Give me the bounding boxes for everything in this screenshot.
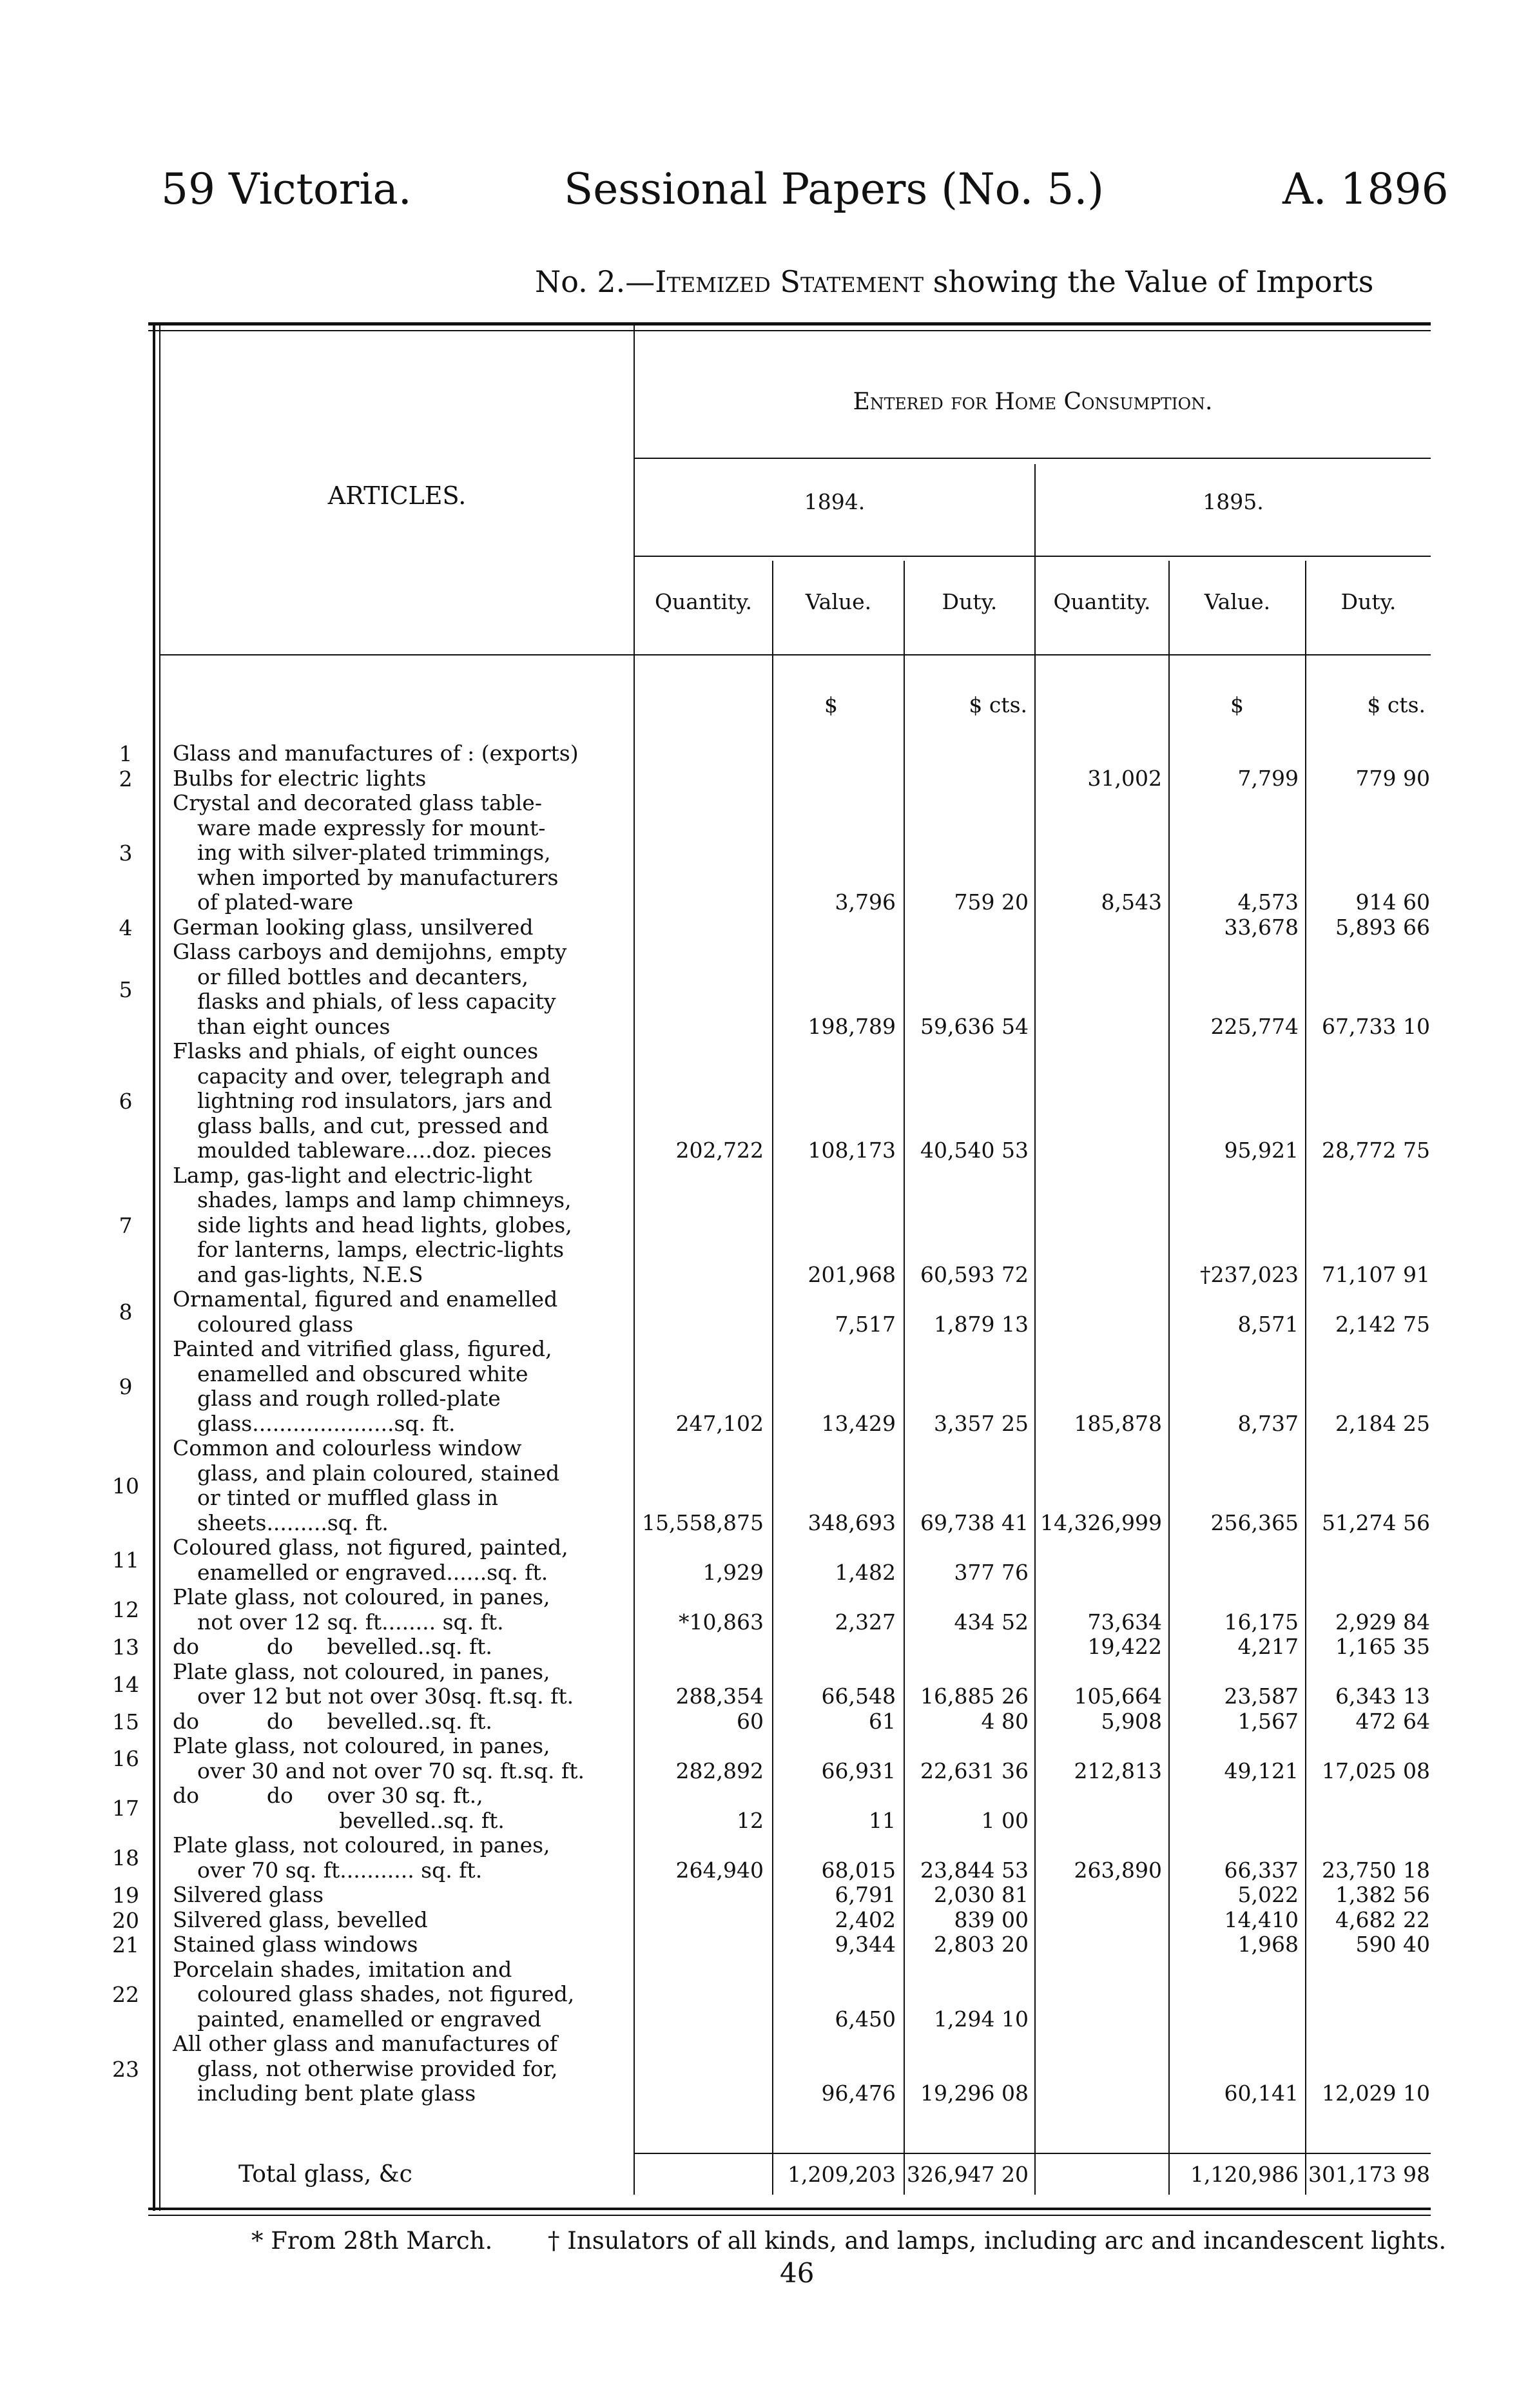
table-cell-q94: 264,940: [675, 1857, 764, 1883]
table-cell-v95: 4,217: [1237, 1634, 1299, 1659]
article-text-line: over 12 but not over 30sq. ft.sq. ft.: [197, 1684, 574, 1709]
table-cell-d95: 1,165 35: [1335, 1634, 1430, 1659]
article-text-line: sheets.........sq. ft.: [197, 1510, 389, 1535]
table-cell-q95: 5,908: [1101, 1708, 1162, 1734]
table-cell-d95: 2,184 25: [1335, 1410, 1430, 1436]
table-cell-q95: 31,002: [1087, 765, 1162, 791]
article-text-line: of plated-ware: [197, 889, 354, 915]
table-cell-v95: 33,678: [1224, 914, 1299, 940]
table-cell-v94: 11: [869, 1807, 896, 1833]
title-small-caps: Itemized Statement: [655, 264, 924, 299]
table-cell-d94: 22,631 36: [920, 1758, 1029, 1783]
article-text-line: Stained glass windows: [173, 1932, 418, 1957]
group-rule: [635, 458, 1431, 459]
table-cell-d95: 914 60: [1355, 889, 1430, 915]
article-text-line: Plate glass, not coloured, in panes,: [173, 1832, 550, 1858]
article-text-line: Glass carboys and demijohns, empty: [173, 939, 567, 964]
group-header: Entered for Home Consumption.: [853, 389, 1213, 415]
table-cell-d94: 16,885 26: [920, 1684, 1029, 1709]
table-cell-q94: 282,892: [675, 1758, 764, 1783]
row-number: 8: [119, 1299, 133, 1325]
article-text-line: do do bevelled..sq. ft.: [173, 1634, 492, 1659]
article-text-line: Porcelain shades, imitation and: [173, 1956, 512, 1982]
table-cell-d94: 839 00: [954, 1907, 1029, 1932]
row-number: 2: [119, 766, 133, 791]
total-v94: 1,209,203: [788, 2162, 896, 2187]
article-text-line: Plate glass, not coloured, in panes,: [173, 1584, 550, 1609]
row-number: 6: [119, 1089, 133, 1114]
table-cell-v94: 6,791: [835, 1882, 896, 1907]
row-number: 19: [112, 1883, 139, 1908]
article-text-line: ware made expressly for mount-: [197, 815, 546, 840]
table-cell-d94: 19,296 08: [920, 2081, 1029, 2106]
table-cell-v95: 7,799: [1237, 765, 1299, 791]
table-cell-d95: 1,382 56: [1335, 1882, 1430, 1907]
article-text-line: over 30 and not over 70 sq. ft.sq. ft.: [197, 1758, 585, 1783]
col-quantity-1895: Quantity.: [1053, 589, 1151, 614]
table-cell-q95: 19,422: [1087, 1634, 1162, 1659]
row-number: 14: [112, 1671, 139, 1697]
total-rule: [635, 2153, 1431, 2154]
article-text-line: coloured glass: [197, 1311, 354, 1337]
row-number: 23: [112, 2056, 139, 2082]
table-cell-d94: 759 20: [954, 889, 1029, 915]
unit-duty-1895: $ cts.: [1367, 692, 1426, 717]
row-number: 10: [112, 1473, 139, 1499]
article-text-line: glass balls, and cut, pressed and: [197, 1112, 549, 1138]
table-cell-v95: 49,121: [1224, 1758, 1299, 1783]
table-title: [535, 264, 1373, 299]
row-number: 1: [119, 741, 133, 766]
table-cell-v95: 95,921: [1224, 1138, 1299, 1163]
table-cell-v95: 60,141: [1224, 2081, 1299, 2106]
table-cell-v95: 8,571: [1237, 1311, 1299, 1337]
article-text-line: Common and colourless window: [173, 1435, 522, 1461]
table-cell-d94: 1 00: [981, 1807, 1029, 1833]
row-number: 18: [112, 1845, 139, 1871]
table-cell-d95: 6,343 13: [1335, 1684, 1430, 1709]
article-text-line: lightning rod insulators, jars and: [197, 1088, 552, 1113]
title-rest: showing the Value of Imports: [924, 264, 1374, 299]
table-cell-q95: 212,813: [1074, 1758, 1162, 1783]
article-text-line: or tinted or muffled glass in: [197, 1485, 498, 1510]
table-cell-v94: 61: [869, 1708, 896, 1734]
table-cell-v94: 7,517: [835, 1311, 896, 1337]
article-text-line: for lanterns, lamps, electric-lights: [197, 1237, 565, 1262]
table-cell-q95: 105,664: [1074, 1684, 1162, 1709]
table-cell-q94: 247,102: [675, 1410, 764, 1436]
col-duty-1895: Duty.: [1340, 589, 1397, 614]
table-cell-v94: 66,931: [821, 1758, 896, 1783]
article-text-line: ing with silver-plated trimmings,: [197, 840, 551, 865]
article-text-line: and gas-lights, N.E.S: [197, 1261, 423, 1287]
bottom-rule-thin: [148, 2215, 1431, 2216]
table-cell-d94: 4 80: [981, 1708, 1029, 1734]
article-text-line: enamelled and obscured white: [197, 1361, 528, 1386]
table-cell-q94: 12: [737, 1807, 764, 1833]
article-text-line: moulded tableware....doz. pieces: [197, 1138, 552, 1163]
table-cell-v95: 4,573: [1237, 889, 1299, 915]
col-duty-1894: Duty.: [942, 589, 998, 614]
col-value-1894: Value.: [805, 589, 872, 614]
table-cell-d95: 28,772 75: [1322, 1138, 1430, 1163]
article-text-line: than eight ounces: [197, 1013, 391, 1039]
table-cell-d94: 2,803 20: [934, 1932, 1029, 1957]
article-text-line: or filled bottles and decanters,: [197, 964, 529, 989]
row-number: 3: [119, 840, 133, 866]
row-number: 5: [119, 976, 133, 1002]
table-cell-d94: 59,636 54: [920, 1013, 1029, 1039]
article-text-line: Silvered glass, bevelled: [173, 1907, 428, 1932]
article-text-line: do do bevelled..sq. ft.: [173, 1708, 492, 1734]
col-value-1895: Value.: [1204, 589, 1271, 614]
left-border: [153, 325, 155, 2211]
article-text-line: glass and rough rolled-plate: [197, 1386, 501, 1411]
header-left: 59 Victoria.: [161, 164, 412, 214]
total-label: Total glass, &c: [238, 2161, 412, 2188]
row-number: 21: [112, 1932, 139, 1957]
header-right: A. 1896: [1282, 164, 1449, 214]
table-cell-q94: 288,354: [675, 1684, 764, 1709]
row-number: 20: [112, 1907, 139, 1933]
table-cell-v94: 108,173: [808, 1138, 896, 1163]
article-text-line: bevelled..sq. ft.: [197, 1807, 505, 1833]
page-number: 46: [780, 2257, 815, 2289]
header-bottom-rule: [160, 654, 1431, 655]
total-v95: 1,120,986: [1190, 2162, 1299, 2187]
table-cell-v95: 5,022: [1237, 1882, 1299, 1907]
table-cell-v94: 198,789: [808, 1013, 896, 1039]
table-cell-v95: 66,337: [1224, 1857, 1299, 1883]
table-cell-v94: 2,327: [835, 1609, 896, 1635]
year-1894: 1894.: [804, 489, 866, 514]
row-number: 12: [112, 1597, 139, 1623]
table-cell-d95: 779 90: [1355, 765, 1430, 791]
table-cell-v94: 68,015: [821, 1857, 896, 1883]
row-number: 13: [112, 1635, 139, 1660]
table-cell-v95: †237,023: [1200, 1261, 1299, 1287]
bottom-rule: [148, 2208, 1431, 2210]
row-number: 17: [112, 1796, 139, 1821]
article-text-line: glass.....................sq. ft.: [197, 1410, 456, 1436]
article-text-line: glass, not otherwise provided for,: [197, 2055, 558, 2081]
article-text-line: Bulbs for electric lights: [173, 765, 427, 791]
table-cell-v95: 23,587: [1224, 1684, 1299, 1709]
article-text-line: capacity and over, telegraph and: [197, 1063, 551, 1089]
table-cell-d95: 23,750 18: [1322, 1857, 1430, 1883]
table-cell-v94: 66,548: [821, 1684, 896, 1709]
article-text-line: glass, and plain coloured, stained: [197, 1460, 560, 1486]
table-cell-d94: 1,294 10: [934, 2006, 1029, 2032]
article-text-line: flasks and phials, of less capacity: [197, 989, 556, 1014]
table-cell-d95: 472 64: [1355, 1708, 1430, 1734]
article-text-line: Plate glass, not coloured, in panes,: [173, 1658, 550, 1684]
header-center: Sessional Papers (No. 5.): [564, 164, 1105, 214]
total-d94: 326,947 20: [907, 2162, 1029, 2187]
table-cell-v95: 1,968: [1237, 1932, 1299, 1957]
table-cell-d95: 71,107 91: [1322, 1261, 1430, 1287]
row-number: 16: [112, 1746, 139, 1772]
table-cell-q95: 185,878: [1074, 1410, 1162, 1436]
table-cell-d95: 5,893 66: [1335, 914, 1430, 940]
table-cell-v95: 14,410: [1224, 1907, 1299, 1932]
article-text-line: side lights and head lights, globes,: [197, 1212, 572, 1238]
table-cell-d94: 1,879 13: [934, 1311, 1029, 1337]
title-prefix: No. 2.—: [535, 264, 655, 299]
table-cell-v95: 225,774: [1210, 1013, 1299, 1039]
top-rule: [148, 322, 1431, 325]
table-cell-d95: 4,682 22: [1335, 1907, 1430, 1932]
unit-duty-1894: $ cts.: [969, 692, 1027, 717]
table-cell-v94: 1,482: [835, 1559, 896, 1585]
table-cell-v94: 348,693: [808, 1510, 896, 1535]
row-number: 9: [119, 1374, 133, 1399]
article-text-line: not over 12 sq. ft........ sq. ft.: [197, 1609, 504, 1635]
year-rule: [635, 556, 1431, 557]
article-text-line: Coloured glass, not figured, painted,: [173, 1535, 568, 1560]
table-cell-d94: 377 76: [954, 1559, 1029, 1585]
left-border-inner: [159, 325, 160, 2211]
row-number: 11: [112, 1548, 139, 1573]
col-divider: [1034, 464, 1036, 2195]
table-cell-d95: 51,274 56: [1322, 1510, 1430, 1535]
table-cell-v95: 16,175: [1224, 1609, 1299, 1635]
table-cell-v94: 201,968: [808, 1261, 896, 1287]
table-cell-q94: 15,558,875: [642, 1510, 764, 1535]
table-cell-d95: 2,929 84: [1335, 1609, 1430, 1635]
table-cell-q95: 14,326,999: [1040, 1510, 1162, 1535]
row-number: 22: [112, 1982, 139, 2007]
table-cell-d95: 590 40: [1355, 1932, 1430, 1957]
year-1895: 1895.: [1203, 489, 1264, 514]
row-number: 15: [112, 1709, 139, 1734]
article-text-line: Silvered glass: [173, 1882, 324, 1907]
article-text-line: over 70 sq. ft........... sq. ft.: [197, 1857, 483, 1883]
unit-dollar-1894: $: [824, 692, 838, 717]
table-cell-v94: 13,429: [821, 1410, 896, 1436]
table-cell-d94: 23,844 53: [920, 1857, 1029, 1883]
table-cell-q94: 202,722: [675, 1138, 764, 1163]
article-text-line: when imported by manufacturers: [197, 864, 559, 890]
col-quantity-1894: Quantity.: [654, 589, 753, 614]
article-text-line: Lamp, gas-light and electric-light: [173, 1162, 532, 1188]
article-text-line: Ornamental, figured and enamelled: [173, 1287, 558, 1312]
articles-header: ARTICLES.: [327, 481, 467, 510]
top-rule-thin: [148, 330, 1431, 331]
table-cell-q94: *10,863: [679, 1609, 764, 1635]
table-cell-q94: 1,929: [702, 1559, 764, 1585]
table-cell-v94: 2,402: [835, 1907, 896, 1932]
table-cell-q95: 8,543: [1101, 889, 1162, 915]
article-text-line: Glass and manufactures of : (exports): [173, 741, 579, 766]
table-cell-d95: 12,029 10: [1322, 2081, 1430, 2106]
table-cell-d95: 17,025 08: [1322, 1758, 1430, 1783]
article-text-line: painted, enamelled or engraved: [197, 2006, 541, 2032]
row-number: 4: [119, 915, 133, 940]
table-cell-v94: 3,796: [835, 889, 896, 915]
article-text-line: Painted and vitrified glass, figured,: [173, 1336, 552, 1361]
article-text-line: coloured glass shades, not figured,: [197, 1981, 575, 2006]
table-cell-v95: 1,567: [1237, 1708, 1299, 1734]
unit-dollar-1895: $: [1230, 692, 1244, 717]
table-cell-v95: 256,365: [1210, 1510, 1299, 1535]
table-cell-q95: 263,890: [1074, 1857, 1162, 1883]
article-text-line: do do over 30 sq. ft.,: [173, 1783, 483, 1808]
table-cell-d94: 3,357 25: [934, 1410, 1029, 1436]
table-cell-v94: 6,450: [835, 2006, 896, 2032]
table-cell-d95: 2,142 75: [1335, 1311, 1430, 1337]
article-text-line: enamelled or engraved......sq. ft.: [197, 1559, 548, 1585]
total-d95: 301,173 98: [1308, 2162, 1430, 2187]
table-cell-v94: 9,344: [835, 1932, 896, 1957]
table-cell-q95: 73,634: [1087, 1609, 1162, 1635]
article-text-line: German looking glass, unsilvered: [173, 914, 534, 940]
article-text-line: Crystal and decorated glass table-: [173, 790, 542, 815]
footnote-right: † Insulators of all kinds, and lamps, including arc and incandescent lights.: [548, 2227, 1447, 2255]
article-text-line: All other glass and manufactures of: [173, 2031, 558, 2056]
article-text-line: shades, lamps and lamp chimneys,: [197, 1187, 572, 1212]
article-text-line: including bent plate glass: [197, 2081, 476, 2106]
article-text-line: Plate glass, not coloured, in panes,: [173, 1733, 550, 1758]
footnote-left: * From 28th March.: [251, 2227, 493, 2255]
table-cell-d94: 60,593 72: [920, 1261, 1029, 1287]
table-cell-d94: 2,030 81: [934, 1882, 1029, 1907]
table-cell-d95: 67,733 10: [1322, 1013, 1430, 1039]
article-text-line: Flasks and phials, of eight ounces: [173, 1038, 539, 1063]
table-cell-v94: 96,476: [821, 2081, 896, 2106]
table-cell-v95: 8,737: [1237, 1410, 1299, 1436]
row-number: 7: [119, 1212, 133, 1238]
table-cell-d94: 434 52: [954, 1609, 1029, 1635]
table-cell-d94: 69,738 41: [920, 1510, 1029, 1535]
table-cell-d94: 40,540 53: [920, 1138, 1029, 1163]
table-cell-q94: 60: [737, 1708, 764, 1734]
